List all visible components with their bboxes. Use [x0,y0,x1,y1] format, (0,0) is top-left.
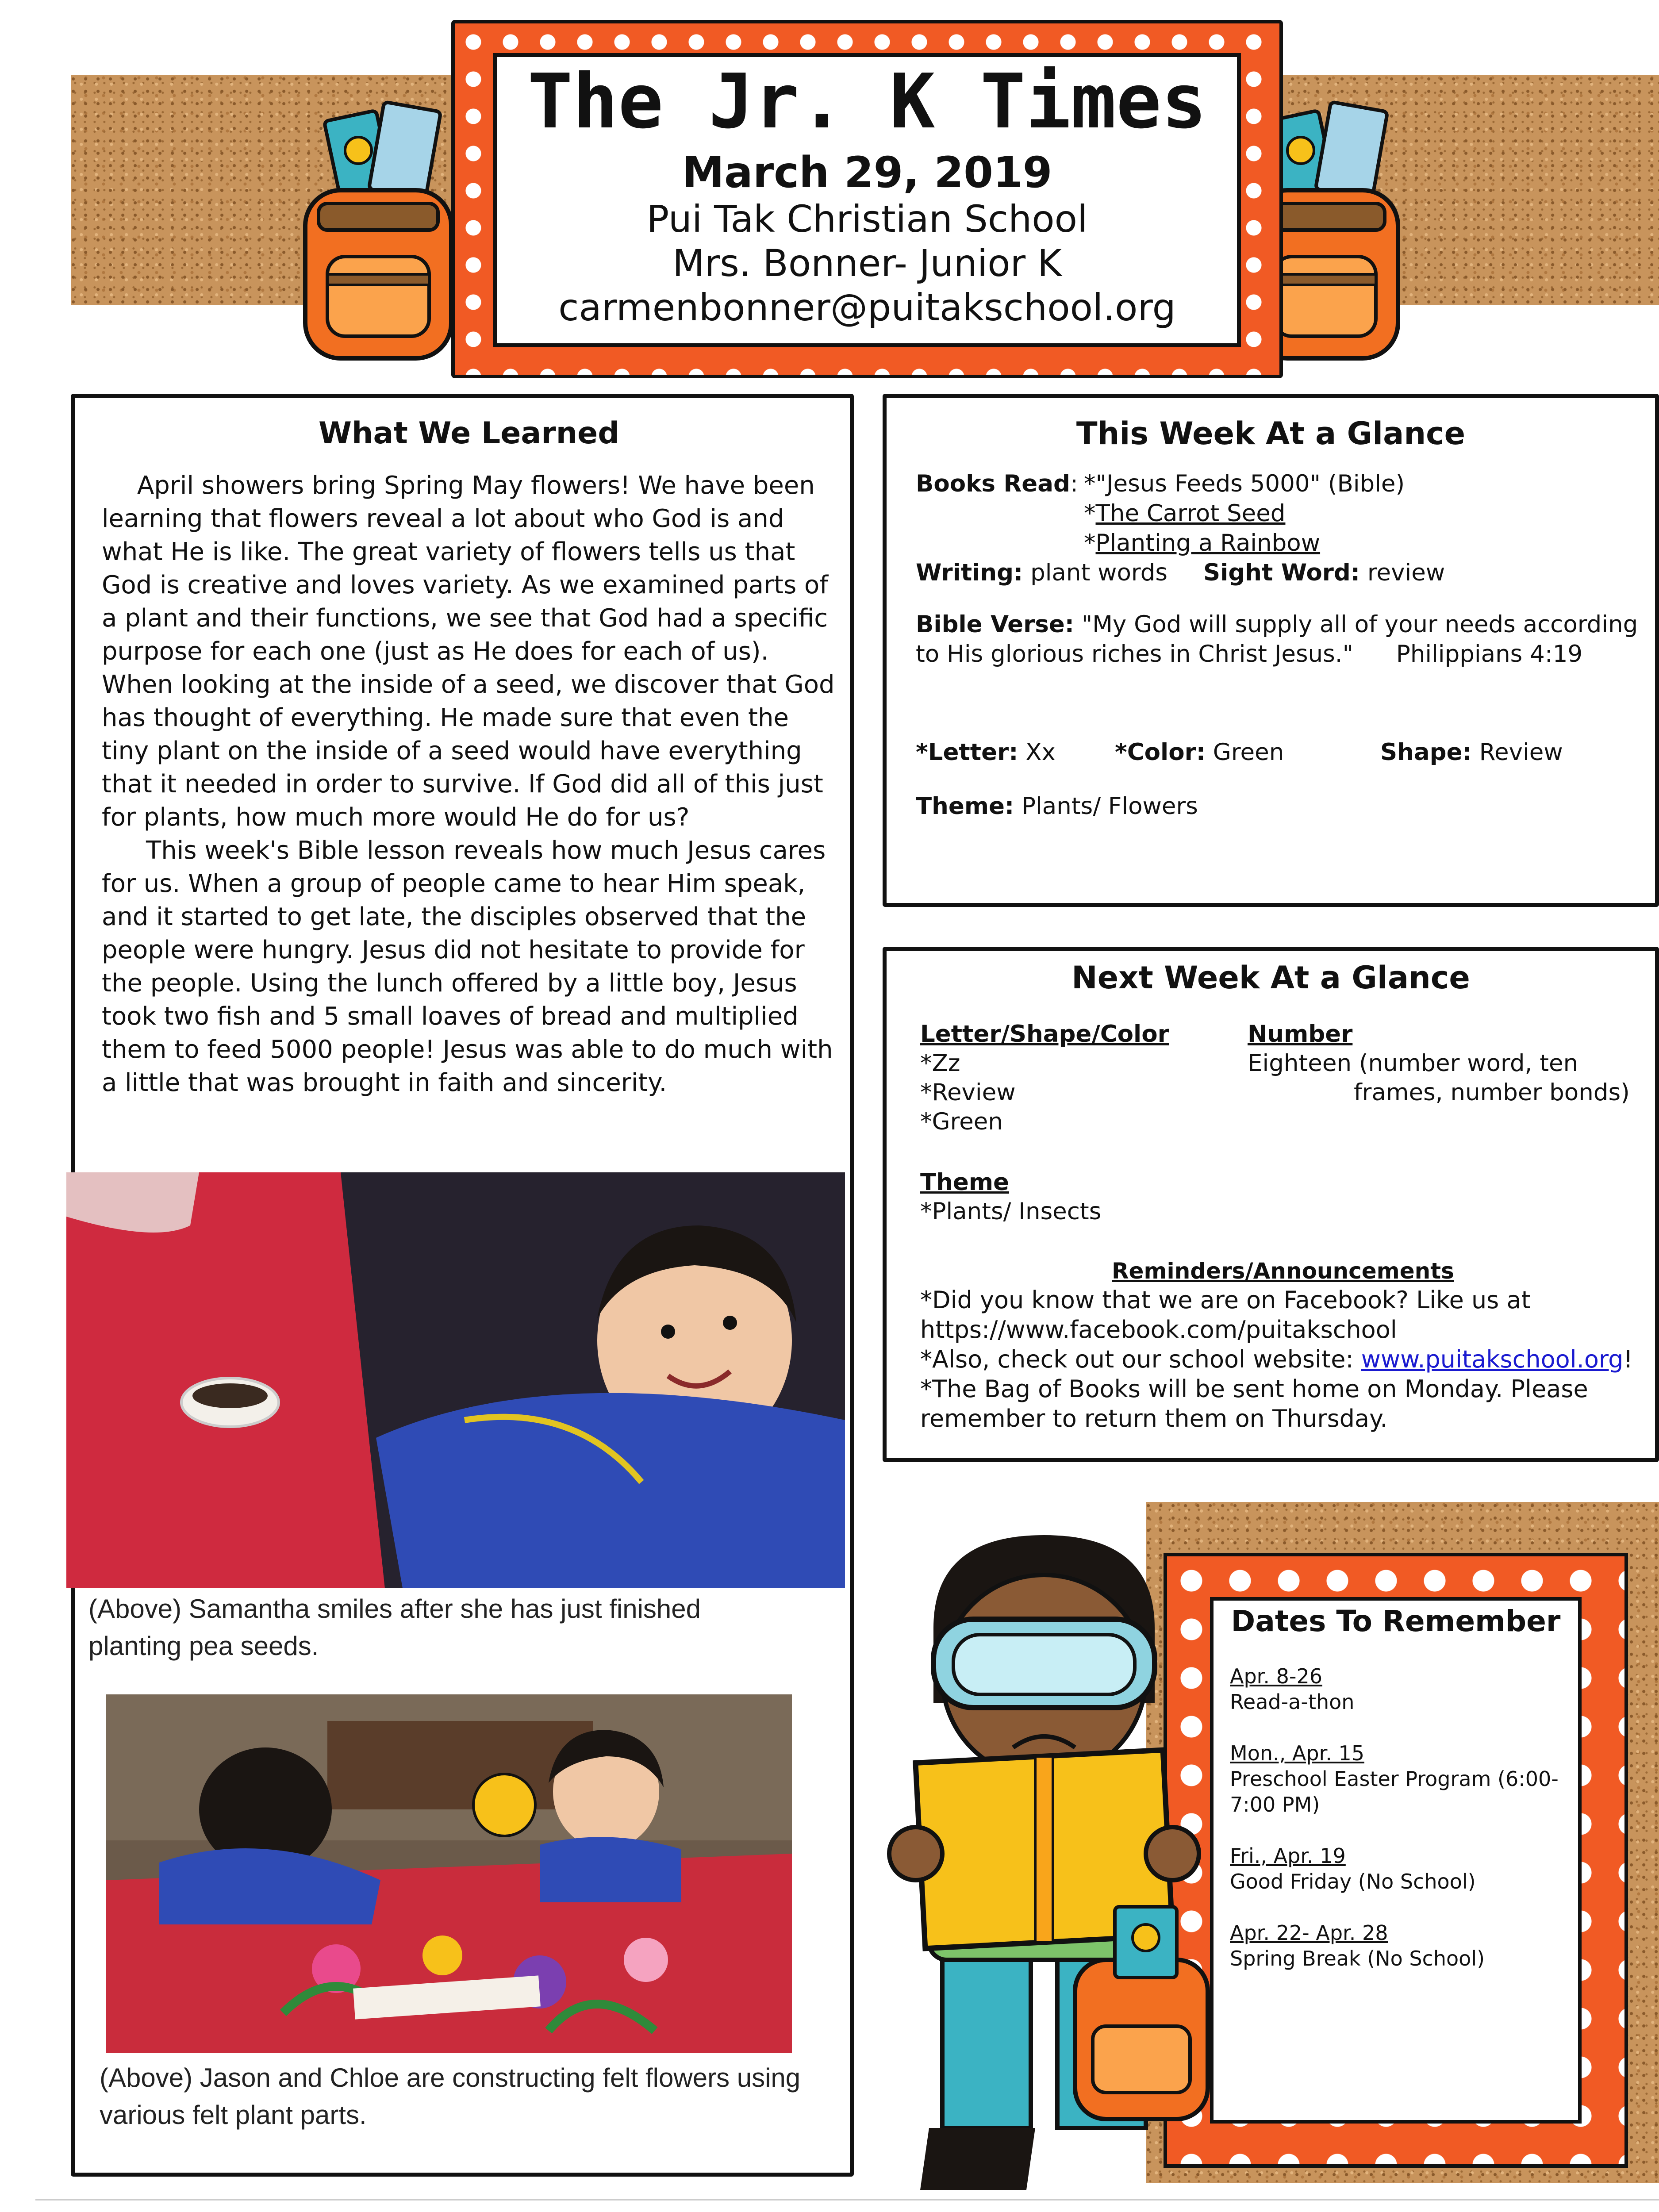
sight-word-label: Sight Word: [1203,559,1360,586]
sight-word [1203,558,1445,588]
learned-heading: What We Learned [319,416,619,451]
book-1: *"Jesus Feeds 5000" (Bible) [1084,470,1405,497]
photo-caption-1: (Above) Samantha smiles after she has just finished planting pea seeds. [88,1594,701,1661]
bottom-divider [35,2199,1659,2200]
date-3-date: Fri., Apr. 19 [1230,1844,1346,1868]
shape-label: Shape: [1380,739,1472,766]
reminder-2-end: ! [1623,1345,1633,1373]
reminder-1: *Did you know that we are on Facebook? Like us at https://www.facebook.com/puitakschool [920,1286,1531,1344]
dates-heading: Dates To Remember [1231,1604,1561,1638]
color-label: *Color: [1115,739,1206,766]
bible-verse [916,610,1646,669]
book-3: Planting a Rainbow [1095,530,1321,557]
number-line-2: frames, number bonds) [1354,1079,1630,1106]
photo-jason-chloe [106,1694,792,2053]
newsletter-date: March 29, 2019 [682,148,1052,197]
color-item [1115,737,1284,767]
writing-row [916,558,1646,588]
writing-value: plant words [1030,559,1168,586]
letter-value: Xx [1025,739,1056,766]
theme-row [916,791,1646,821]
reading-kid-illustration [867,1517,1221,2208]
backpack-illustration-left [288,88,473,372]
reminders-label: Reminders/Announcements [1112,1258,1454,1284]
date-3-event: Good Friday (No School) [1230,1870,1476,1893]
date-item-2 [1230,1740,1575,1817]
teacher-name: Mrs. Bonner- Junior K [672,242,1062,285]
theme-value: Plants/ Flowers [1022,793,1198,820]
this-week-content [916,469,1646,821]
next-week-heading: Next Week At a Glance [1071,960,1470,996]
bible-verse-ref: Philippians 4:19 [1396,641,1583,668]
bible-verse-label: Bible Verse: [916,611,1074,638]
reminder-3: *The Bag of Books will be sent home on Monday. Please remember to return them on Thursday. [920,1375,1588,1432]
teacher-email[interactable]: carmenbonner@puitakschool.org [558,286,1176,329]
date-2-date: Mon., Apr. 15 [1230,1741,1364,1765]
lsc-item-2: *Review [920,1079,1016,1106]
next-theme-value: *Plants/ Insects [920,1198,1102,1225]
letter-item [916,739,1056,766]
bible-verse-text: "My God will supply all of your needs according to His glorious riches in Christ Jesus." [916,611,1638,668]
letter-color-shape-row [916,737,1646,767]
learned-paragraph-1: April showers bring Spring May flowers! We have been learning that flowers reveal a lot about who God is and what He is like. The great variety of flowers tells us that God is creative and loves variety. As we examined parts of a plant and their functions, we see that God had a specific purpose for each one (just as He does for each of us). When looking at the inside of a seed, we discover that God has thought of everything. He made sure that even the tiny plant on the inside of a seed would have everything that it needed in order to survive. If God did all of this just for plants, how much more would He do for us? [102,471,835,832]
shape-item [1380,737,1563,767]
learned-paragraph-2: This week's Bible lesson reveals how much Jesus cares for us. When a group of people came to hear Him speak, and it started to get late, the disciples observed that the people were hungry. Jesus did not hesitate to provide for the people. Using the lunch offered by a little boy, Jesus took two fish and 5 small loaves of bread and multiplied them to feed 5000 people! Jesus was able to do much with a little that was brought in faith and sincerity. [102,836,833,1097]
number-label: Number [1248,1021,1353,1048]
next-theme [920,1168,1628,1226]
color-value: Green [1213,739,1284,766]
lsc-item-3: *Green [920,1108,1003,1135]
dates-list [1230,1663,1575,1971]
reminders-list [920,1285,1646,1433]
date-item-3 [1230,1843,1575,1894]
letter-label: *Letter: [916,739,1018,766]
this-week-heading: This Week At a Glance [1076,415,1466,452]
lsc-column [920,1020,1230,1137]
date-4-event: Spring Break (No School) [1230,1947,1485,1970]
date-2-event: Preschool Easter Program (6:00-7:00 PM) [1230,1767,1559,1816]
photo-jason-chloe-illustration [106,1694,792,2053]
book-2: The Carrot Seed [1095,500,1286,527]
reminder-2 [920,1344,1646,1374]
learned-text [102,469,836,1159]
theme-label: Theme: [916,793,1014,820]
books-read-row [916,469,1646,499]
school-name: Pui Tak Christian School [646,197,1088,241]
reminder-2-text: *Also, check out our school website: [920,1345,1361,1373]
date-1-event: Read-a-thon [1230,1690,1355,1714]
lsc-item-1: *Zz [920,1050,960,1077]
number-column [1248,1020,1655,1107]
date-item-4 [1230,1920,1575,1971]
photo-samantha [66,1172,845,1588]
book-3-row: *Planting a Rainbow [1084,530,1321,557]
photo-caption-2: (Above) Jason and Chloe are constructing felt flowers using various felt plant parts. [100,2063,801,2130]
books-read-label: Books Read [916,470,1070,497]
newsletter-title: The Jr. K Times [527,58,1207,146]
date-4-date: Apr. 22- Apr. 28 [1230,1921,1388,1945]
book-2-row: *The Carrot Seed [1084,500,1286,527]
books-read-colon: : [1070,470,1078,497]
school-website-link[interactable]: www.puitakschool.org [1361,1345,1624,1373]
date-item-1 [1230,1663,1575,1715]
lsc-label: Letter/Shape/Color [920,1021,1169,1048]
writing-label: Writing: [916,559,1023,586]
date-1-date: Apr. 8-26 [1230,1664,1322,1688]
shape-value: Review [1479,739,1563,766]
next-theme-label: Theme [920,1169,1010,1196]
photo-samantha-illustration [66,1172,845,1588]
sight-word-value: review [1367,559,1445,586]
number-line-1: Eighteen (number word, ten [1248,1050,1578,1077]
